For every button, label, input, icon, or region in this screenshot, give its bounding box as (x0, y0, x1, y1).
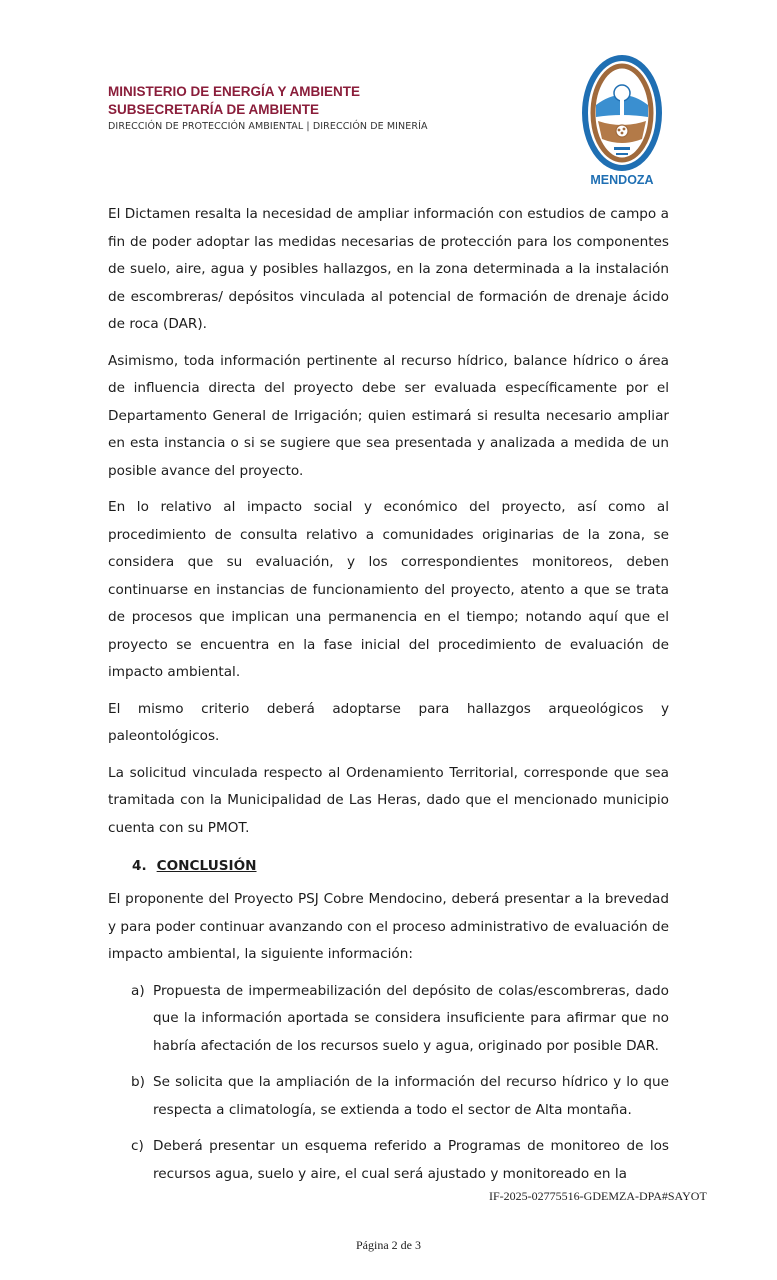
paragraph: La solicitud vinculada respecto al Ordenamiento Territorial, corresponde que sea tramitada con la Municipalidad de Las Heras, dado que el mencionado municipio cuenta con su PMOT. (108, 764, 669, 836)
mendoza-seal-icon (580, 55, 664, 173)
document-body (108, 201, 669, 851)
list-marker: a) (131, 982, 145, 999)
list-marker: b) (131, 1074, 145, 1090)
section-title: CONCLUSIÓN (156, 858, 257, 874)
subsecretary-name: SUBSECRETARÍA DE AMBIENTE (108, 102, 320, 117)
directorate-names: DIRECCIÓN DE PROTECCIÓN AMBIENTAL | DIRECCIÓN DE MINERÍA (108, 121, 428, 132)
list-item-text: Propuesta de impermeabilización del depósito de colas/escombreras, dado que la información aportada se considera insuficiente para afirmar que no habría afectación de los recursos suelo y agua, originado por posible DAR. (153, 982, 669, 1054)
conclusion-intro: El proponente del Proyecto PSJ Cobre Mendocino, deberá presentar a la brevedad y para poder continuar avanzando con el proceso administrativo de evaluación de impacto ambiental, la siguiente información: (108, 891, 669, 962)
logo-text: MENDOZA (590, 173, 654, 187)
paragraph: El mismo criterio deberá adoptarse para hallazgos arqueológicos y paleontológicos. (108, 700, 669, 744)
list-marker: c) (131, 1138, 144, 1154)
list-item (108, 1069, 669, 1124)
page-number: Página 2 de 3 (356, 1238, 421, 1252)
list-item (108, 1133, 669, 1188)
list-item-text: Se solicita que la ampliación de la información del recurso hídrico y lo que respecta a climatología, se extienda a todo el sector de Alta montaña. (153, 1074, 669, 1118)
list-item (108, 978, 669, 1061)
paragraph: En lo relativo al impacto social y económico del proyecto, así como al procedimiento de consulta relativo a comunidades originarias de la zona, se considera que su evaluación, y los correspondientes monitoreos, deben continuarse en instancias de funcionamiento del proyecto, atento a que se trata de procesos que implican una permanencia en el tiempo; notando aquí que el proyecto se encuentra en la fase inicial del procedimiento de evaluación de impacto ambiental. (108, 499, 669, 680)
paragraph: El Dictamen resalta la necesidad de ampliar información con estudios de campo a fin de poder adoptar las medidas necesarias de protección para los componentes de suelo, aire, agua y posibles hallazgos, en la zona determinada a la instalación de escombreras/ depósitos vinculada al potencial de formación de drenaje ácido de roca (DAR). (108, 206, 669, 332)
document-id: IF-2025-02775516-GDEMZA-DPA#SAYOT (489, 1189, 707, 1203)
section-heading (132, 853, 257, 880)
list-item-text: Deberá presentar un esquema referido a Programas de monitoreo de los recursos agua, suelo y aire, el cual será ajustado y monitoreado en la (153, 1138, 669, 1182)
section-number: 4. (132, 858, 147, 874)
mendoza-seal-logo (580, 55, 664, 190)
paragraph: Asimismo, toda información pertinente al recurso hídrico, balance hídrico o área de influencia directa del proyecto debe ser evaluada específicamente por el Departamento General de Irrigación; quien estimará si resulta necesario ampliar en esta instancia o si se sugiere que sea presentada y analizada a medida de un posible avance del proyecto. (108, 352, 669, 479)
ministry-name: MINISTERIO DE ENERGÍA Y AMBIENTE (108, 84, 361, 99)
conclusion-body (108, 886, 669, 1197)
letterhead (108, 83, 428, 135)
